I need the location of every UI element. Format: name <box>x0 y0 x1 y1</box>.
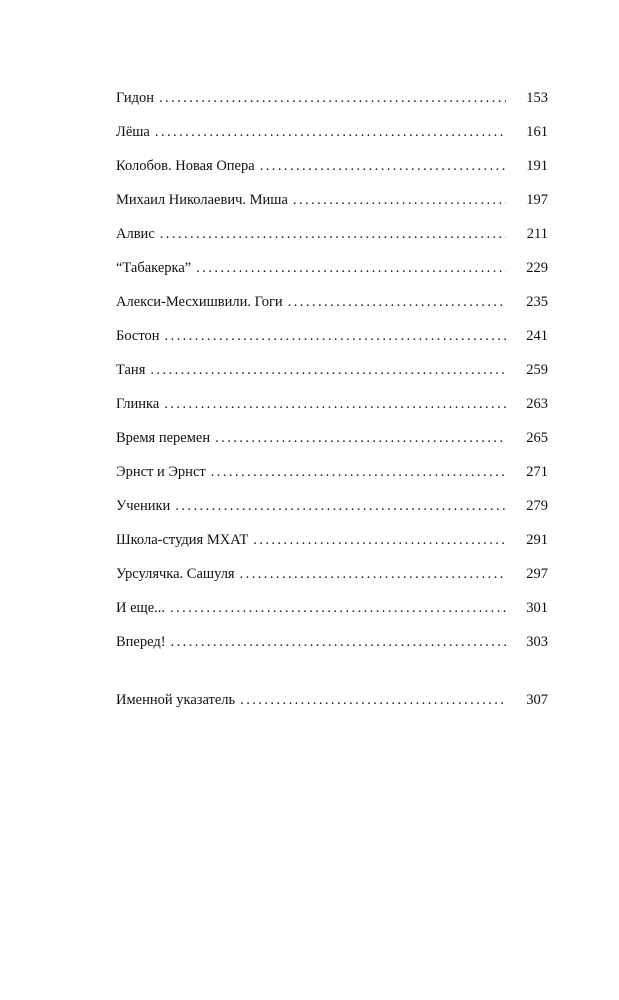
toc-entry-page: 301 <box>526 600 548 616</box>
dot-leader <box>211 462 506 482</box>
toc-entry-title: Бостон <box>116 328 160 344</box>
dot-leader <box>164 394 506 414</box>
toc-entry-page: 197 <box>526 192 548 208</box>
toc-entry-page: 303 <box>526 634 548 650</box>
toc-entry-title: Таня <box>116 362 146 378</box>
toc-entry-title: Алекси-Месхишвили. Гоги <box>116 294 283 310</box>
dot-leader <box>253 530 506 550</box>
toc-entry-title: Михаил Николаевич. Миша <box>116 192 288 208</box>
toc-entry-tanya <box>116 360 548 394</box>
toc-entry-title: Гидон <box>116 90 154 106</box>
dot-leader <box>175 496 506 516</box>
toc-entry-tabakerka <box>116 258 548 292</box>
toc-entry-boston <box>116 326 548 360</box>
dot-leader <box>160 224 506 244</box>
toc-entry-title: Урсулячка. Сашуля <box>116 566 235 582</box>
toc-entry-i-eshche <box>116 598 548 632</box>
toc-entry-sashulya <box>116 564 548 598</box>
toc-entry-kolobov <box>116 156 548 190</box>
toc-entry-title: И еще... <box>116 600 166 616</box>
toc-entry-page: 153 <box>526 90 548 106</box>
dot-leader <box>293 190 506 210</box>
dot-leader <box>288 292 506 312</box>
toc-entry-title: Эрнст и Эрнст <box>116 464 206 480</box>
toc-entry-name-index <box>116 690 548 724</box>
toc-entry-page: 263 <box>526 396 548 412</box>
toc-entry-title: Глинка <box>116 396 160 412</box>
toc-entry-page: 279 <box>526 498 548 514</box>
section-spacer <box>116 666 548 690</box>
toc-entry-title: “Табакерка” <box>116 260 192 276</box>
dot-leader <box>150 360 506 380</box>
toc-entry-vremya-peremen <box>116 428 548 462</box>
toc-entry-page: 191 <box>526 158 548 174</box>
dot-leader <box>170 598 506 618</box>
toc-entry-page: 265 <box>526 430 548 446</box>
toc-entry-ernst <box>116 462 548 496</box>
toc-entry-page: 229 <box>526 260 548 276</box>
toc-entry-page: 291 <box>526 532 548 548</box>
toc-entry-title: Алвис <box>116 226 155 242</box>
dot-leader <box>155 122 506 142</box>
table-of-contents <box>116 88 548 724</box>
dot-leader <box>171 632 506 652</box>
dot-leader <box>165 326 506 346</box>
toc-entry-page: 271 <box>526 464 548 480</box>
dot-leader <box>260 156 506 176</box>
dot-leader <box>159 88 506 108</box>
toc-entry-ucheniki <box>116 496 548 530</box>
toc-entry-page: 297 <box>526 566 548 582</box>
toc-entry-alvis <box>116 224 548 258</box>
toc-entry-title: Лёша <box>116 124 150 140</box>
toc-entry-page: 235 <box>526 294 548 310</box>
toc-entry-page: 307 <box>526 692 548 708</box>
dot-leader <box>196 258 506 278</box>
toc-entry-glinka <box>116 394 548 428</box>
toc-entry-vpered <box>116 632 548 666</box>
toc-entry-title: Именной указатель <box>116 692 236 708</box>
toc-entry-mkhat <box>116 530 548 564</box>
toc-entry-title: Ученики <box>116 498 171 514</box>
dot-leader <box>215 428 506 448</box>
toc-entry-page: 161 <box>526 124 548 140</box>
toc-entry-gidon <box>116 88 548 122</box>
toc-entry-title: Колобов. Новая Опера <box>116 158 255 174</box>
toc-entry-title: Вперед! <box>116 634 166 650</box>
toc-entry-page: 259 <box>526 362 548 378</box>
dot-leader <box>240 690 506 710</box>
toc-entry-title: Школа-студия МХАТ <box>116 532 249 548</box>
toc-entry-title: Время перемен <box>116 430 211 446</box>
dot-leader <box>240 564 506 584</box>
toc-entry-gogi <box>116 292 548 326</box>
toc-entry-page: 241 <box>526 328 548 344</box>
toc-entry-page: 211 <box>526 226 548 242</box>
toc-entry-misha <box>116 190 548 224</box>
toc-entry-lyosha <box>116 122 548 156</box>
